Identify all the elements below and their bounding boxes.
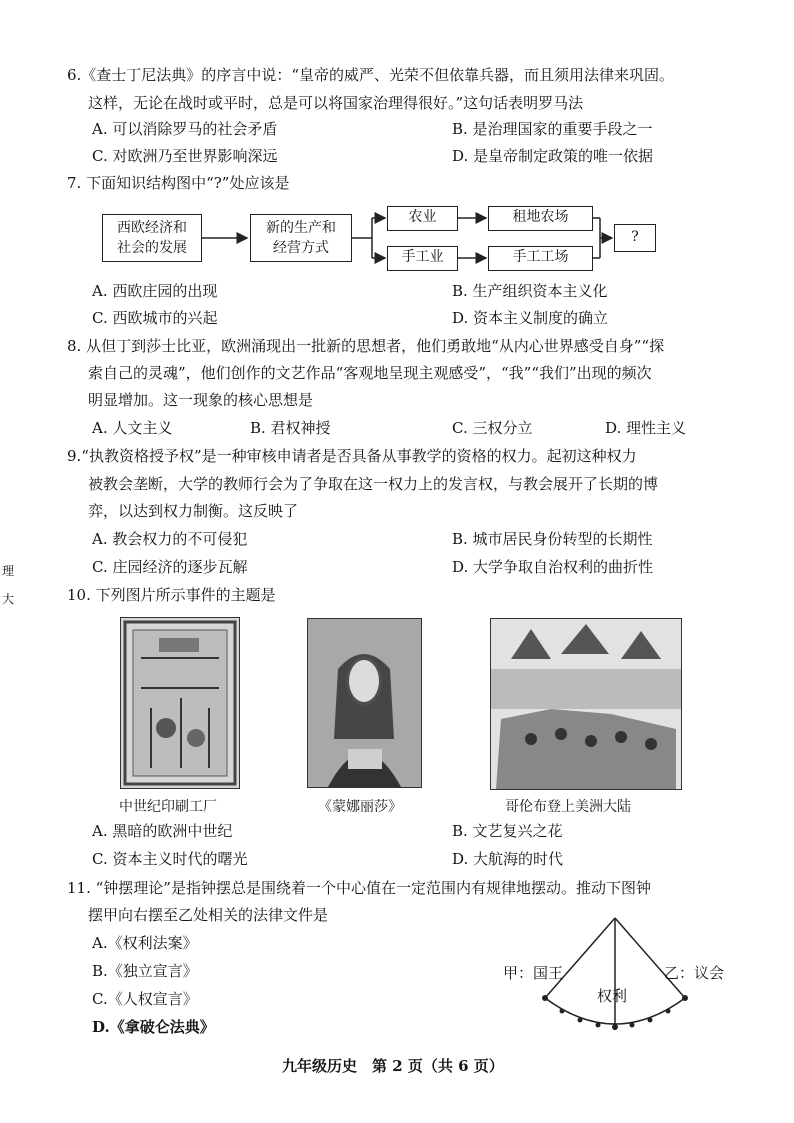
margin-mark-1: 理 [2, 564, 15, 578]
q9-stem-line2: 被教会垄断，大学的教师行会为了争取在这一权力上的发言权，与教会展开了长期的博 [88, 475, 659, 493]
box-tenant-farm: 租地农场 [488, 206, 593, 231]
caption-mona-lisa: 《蒙娜丽莎》 [318, 799, 402, 815]
box-handicraft: 手工业 [387, 246, 458, 271]
q8-stem-line1: 8. 从但丁到莎士比亚，欧洲涌现出一批新的思想者，他们勇敢地“从内心世界感受自身”“探 [67, 337, 665, 355]
box-question: ? [614, 224, 656, 252]
q10-option-a: A. 黑暗的欧洲中世纪 [92, 822, 233, 840]
box2-line1: 新的生产和 [266, 220, 336, 236]
q10-option-c: C. 资本主义时代的曙光 [92, 850, 248, 868]
caption-printing-workshop: 中世纪印刷工厂 [119, 799, 217, 815]
q11-option-a: A.《权利法案》 [92, 934, 198, 952]
q11-option-c: C.《人权宣言》 [92, 990, 198, 1008]
q9-stem-line1: 9.“执教资格授予权”是一种审核申请者是否具备从事教学的资格的权力。起初这种权力 [67, 447, 637, 465]
q6-option-a: A. 可以消除罗马的社会矛盾 [92, 120, 278, 138]
box2-line2: 经营方式 [273, 240, 329, 256]
q7-option-d: D. 资本主义制度的确立 [452, 309, 609, 327]
box1-line2: 社会的发展 [117, 240, 187, 256]
q7-option-b: B. 生产组织资本主义化 [452, 282, 608, 300]
q9-option-b: B. 城市居民身份转型的长期性 [452, 530, 653, 548]
q9-option-c: C. 庄园经济的逐步瓦解 [92, 558, 248, 576]
pendulum-center-label: 权利 [597, 987, 628, 1005]
q10-option-b: B. 文艺复兴之花 [452, 822, 563, 840]
q9-option-a: A. 教会权力的不可侵犯 [92, 530, 248, 548]
box1-line1: 西欧经济和 [117, 220, 187, 236]
q9-stem-line3: 弈，以达到权力制衡。这反映了 [88, 502, 299, 520]
pendulum-left-label: 甲：国王 [503, 964, 564, 982]
q8-option-b: B. 君权神授 [250, 419, 331, 437]
q6-stem-line2: 这样，无论在战时或平时，总是可以将国家治理得很好。”这句话表明罗马法 [88, 94, 584, 112]
q6-option-c: C. 对欧洲乃至世界影响深远 [92, 147, 278, 165]
q8-option-d: D. 理性主义 [605, 419, 687, 437]
q11-stem-line1: 11. “钟摆理论”是指钟摆总是围绕着一个中心值在一定范围内有规律地摆动。推动下图钟 [67, 879, 651, 897]
q8-stem-line3: 明显增加。这一现象的核心思想是 [88, 391, 314, 409]
q9-option-d: D. 大学争取自治权利的曲折性 [452, 558, 654, 576]
q7-option-c: C. 西欧城市的兴起 [92, 309, 218, 327]
caption-columbus: 哥伦布登上美洲大陆 [505, 799, 631, 815]
q11-option-b: B.《独立宣言》 [92, 962, 198, 980]
q8-option-c: C. 三权分立 [452, 419, 533, 437]
page-footer: 九年级历史 第 2 页（共 6 页） [282, 1057, 504, 1075]
q11-stem-line2: 摆甲向右摆至乙处相关的法律文件是 [88, 906, 329, 924]
box-agriculture: 农业 [387, 206, 458, 231]
q8-stem-line2: 索自己的灵魂”，他们创作的文艺作品“客观地呈现主观感受”，“我”“我们”出现的频次 [88, 364, 652, 382]
q10-stem: 10. 下列图片所示事件的主题是 [67, 586, 276, 604]
q8-option-a: A. 人文主义 [92, 419, 173, 437]
q6-stem-line1: 6.《查士丁尼法典》的序言中说：“皇帝的威严、光荣不但依靠兵器，而且须用法律来巩固。 [67, 66, 674, 84]
box-workshop: 手工工场 [488, 246, 593, 271]
q7-option-a: A. 西欧庄园的出现 [92, 282, 218, 300]
q10-option-d: D. 大航海的时代 [452, 850, 564, 868]
q7-stem: 7. 下面知识结构图中“?”处应该是 [67, 174, 290, 192]
q6-option-b: B. 是治理国家的重要手段之一 [452, 120, 653, 138]
q6-option-d: D. 是皇帝制定政策的唯一依据 [452, 147, 654, 165]
pendulum-right-label: 乙：议会 [664, 964, 725, 982]
margin-mark-2: 大 [2, 592, 15, 606]
q11-option-d: D.《拿破仑法典》 [92, 1018, 215, 1036]
